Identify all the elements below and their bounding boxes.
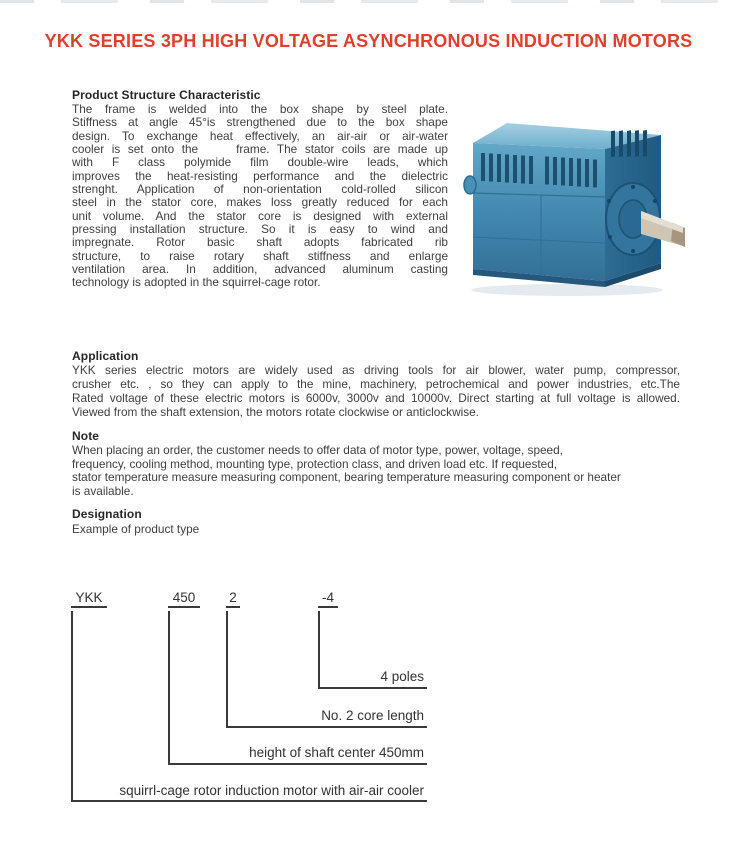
- note-heading: Note: [72, 429, 100, 443]
- diagram-label-core-length: No. 2 core length: [321, 708, 424, 723]
- designation-subtitle: Example of product type: [72, 522, 200, 536]
- leader-line-450: [168, 611, 170, 763]
- product-structure-heading: Product Structure Characteristic: [72, 88, 261, 102]
- designation-heading: Designation: [72, 507, 142, 521]
- application-heading: Application: [72, 349, 139, 363]
- rule-shaft-height: [168, 763, 427, 765]
- leader-line-ykk: [71, 611, 73, 800]
- designation-code-2: 2: [226, 590, 240, 608]
- designation-code-ykk: YKK: [71, 590, 107, 608]
- product-structure-paragraph: The frame is welded into the box shape by steel plate. Stiffness at angle 45°is strengthened due to the box shape design. To exchange heat effectively, an air-air or air-water cooler is set onto the frame. The stator coils are made up with F class polymide film double-wire leads, which improves the heat-resisting performance and the dielectric strenght. Application of non-orientation cold-rolled silicon steel in the stator core, makes loss greatly reduced for each unit volume. And the stator core is designed with external pressing installation structure. So it is easy to wind and impregnate. Rotor basic shaft adopts fabricated rib structure, to raise rotary shaft stiffness and enlarge ventilation area. In addition, advanced aluminum casting technology is adopted in the squirrel-cage rotor.: [72, 102, 448, 290]
- rule-core-length: [226, 726, 427, 728]
- application-paragraph: YKK series electric motors are widely used as driving tools for air blower, water pump, compressor, crusher etc. , so they can apply to the mine, machinery, petrochemical and power industries, etc.The Rated voltage of these electric motors is 6000v, 3000v and 10000v. Direct starting at full voltage is allowed. Viewed from the shaft extension, the motors rotate clockwise or anticlockwise.: [72, 363, 680, 419]
- designation-code-4: -4: [318, 590, 338, 608]
- rule-poles: [318, 687, 427, 689]
- note-paragraph: When placing an order, the customer needs to offer data of motor type, power, voltage, speed, frequency, cooling method, mounting type, protection class, and driven load etc. If requested, stator temperature measure measuring component, bearing temperature measuring component or heater is available.: [72, 443, 621, 498]
- designation-code-450: 450: [168, 590, 200, 608]
- diagram-label-shaft-height: height of shaft center 450mm: [249, 745, 424, 760]
- diagram-label-motor-type: squirrl-cage rotor induction motor with air-air cooler: [119, 783, 424, 798]
- page-title: YKK SERIES 3PH HIGH VOLTAGE ASYNCHRONOUS INDUCTION MOTORS: [44, 31, 693, 51]
- diagram-label-poles: 4 poles: [380, 669, 424, 684]
- rule-motor-type: [71, 800, 427, 802]
